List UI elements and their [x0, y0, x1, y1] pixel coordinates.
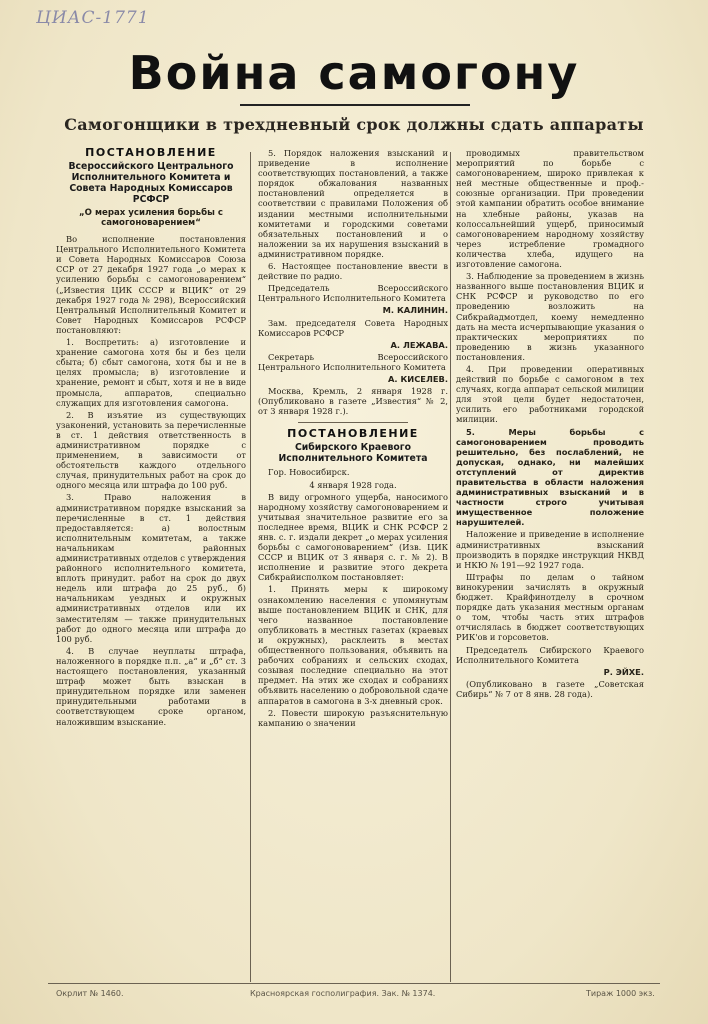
paragraph: 5. Порядок наложения взысканий и приведение в исполнение соответствующих постановлений, а также порядок обжалования названных постановлений определяется в соответствии с правилами Положения об издании местными исполнительными комитетами и городскими советами обязательных постановлений и о наложении за их нарушения взысканий в административном порядке.	[258, 148, 448, 259]
paragraph: В виду огромного ущерба, наносимого народному хозяйству самогоноварением и учитывая значительное развитие его за последнее время, ВЦИК и СНК РСФСР 2 янв. с. г. издали декрет „о мерах усиления борьбы с самогоноварением“ (Изв. ЦИК СССР и ВЦИК от 3 января с. г. № 2). В исполнение и развитие этого декрета Сибкрайисполком постановляет:	[258, 491, 448, 583]
paragraph: Председатель Сибирского Краевого Исполнительного Комитета	[456, 644, 644, 665]
footer-rule	[48, 983, 660, 984]
signature: М. КАЛИНИН.	[382, 305, 448, 316]
paragraph: 2. Повести широкую разъяснительную кампанию о значении	[258, 707, 448, 728]
paragraph: Секретарь Всероссийского Центрального Исполнительного Комитета	[258, 351, 448, 372]
decree-issuer: Всероссийского Центрального Исполнительного Комитета и Совета Народных Комиссаров РСФСР	[68, 161, 234, 206]
paragraph: 3. Наблюдение за проведением в жизнь названного выше постановления ВЦИК и СНК РСФСР и руководство по его проведению возложить на Сибкрайадмотдел, коему немедленно дать на места исчерпывающие указания о практических мероприятиях по проведению в жизнь указанного постановления.	[456, 271, 644, 362]
section-separator	[298, 422, 408, 423]
subtitle: Самогонщики в трехдневный срок должны сдать аппараты	[64, 115, 644, 134]
headline-rule	[240, 104, 470, 106]
paragraph: Председатель Всероссийского Центрального Исполнительного Комитета	[258, 283, 448, 304]
paragraph: Наложение и приведение в исполнение административных взысканий производить в порядке инструкций НКВД и НКЮ № 191—92 1927 года.	[456, 529, 644, 570]
imprint-left: Окрлит № 1460.	[56, 989, 124, 998]
paragraph: 6. Настоящее постановление ввести в действие по радио.	[258, 261, 448, 282]
column-1	[56, 148, 246, 978]
paragraph: проводимых правительством мероприятий по борьбе с самогоноварением, широко привлекая к ней местные общественные и проф.-союзные организации. При проведении этой кампании обратить особое внимание на хлебные районы, указав на колоссальнейший ущерб, приносимый самогоноварением народному хозяйству через истребление громадного количества хлеба, идущего на изготовление самогона.	[456, 148, 644, 270]
paragraph: 1. Воспретить: а) изготовление и хранение самогона хотя бы и без цели сбыта; б) сбыт самогона, хотя бы и не в целях промысла; в) изготовление и хранение, ремонт и сбыт, хотя и не в виде промысла, аппаратов, специально служащих для изготовления самогона.	[56, 337, 246, 408]
paragraph: Москва, Кремль, 2 января 1928 г. (Опубликовано в газете „Известия“ № 2, от 3 января 1928 г.).	[258, 386, 448, 417]
imprint-center: Красноярская госполиграфия. Зак. № 1374.	[250, 989, 436, 998]
imprint-right: Тираж 1000 экз.	[586, 989, 655, 998]
decree-title: ПОСТАНОВЛЕНИЕ	[85, 148, 217, 159]
place: Гор. Новосибирск.	[268, 467, 350, 478]
decree-title: ПОСТАНОВЛЕНИЕ	[287, 427, 419, 441]
column-2	[258, 148, 448, 978]
paragraph: 4. В случае неуплаты штрафа, наложенного в порядке п.п. „а“ и „б“ ст. 3 настоящего постановления, указанный штраф может быть взыскан в принудительном порядке или заменен принудительными работами в соответствующем сроке органом, наложившим взыскание.	[56, 645, 246, 727]
paragraph: 5. Меры борьбы с самогоноварением проводить решительно, без послаблений, не допуская, однако, ни малейших отступлений от директив правительства в области наложения административных взысканий и в частности строго учитывая имущественное положение нарушителей.	[456, 426, 644, 528]
date: 4 января 1928 года.	[309, 479, 397, 490]
paragraph: Зам. председателя Совета Народных Комиссаров РСФСР	[258, 317, 448, 338]
paragraph: Штрафы по делам о тайном винокурении зачислять в окружный бюджет. Крайфинотделу в срочном порядке дать указания местным органам о том, чтобы часть этих штрафов отчислялась в бюджет соответствующих РИК'ов и горсоветов.	[456, 571, 644, 643]
paragraph: 2. В изъятие из существующих узаконений, установить за перечисленные в ст. 1 действия ответственность в административном порядке с применением, в зависимости от обстоятельств каждого отдельного случая, принудительных работ на срок до одного месяца или штрафа до 100 руб.	[56, 409, 246, 491]
paragraph: 4. При проведении оперативных действий по борьбе с самогоном в тех случаях, когда аппарат сельской милиции для этой цели будет недостаточен, усилить его работниками городской милиции.	[456, 363, 644, 425]
decree-subject: „О мерах усиления борьбы с самогоноварением“	[79, 208, 223, 229]
signature: А. КИСЕЛЕВ.	[388, 373, 448, 384]
paragraph: (Опубликовано в газете „Советская Сибирь“ № 7 от 8 янв. 28 года).	[456, 678, 644, 699]
paragraph: 1. Принять меры к широкому ознакомлению населения с упомянутым выше постановлением ВЦИК и СНК, для чего названное постановление опубликовать в местных газетах (краевых и окружных), расклеить в местах общественного пользования, объявить на рабочих собраниях и сельских сходах, созывая последние специально на этот предмет. На этих же сходах и собраниях объявить населению о добровольной сдаче аппаратов в самогона в 3-х дневный срок.	[258, 584, 448, 706]
column-3	[456, 148, 644, 978]
archive-mark: ЦИАС-1771	[36, 8, 150, 28]
paragraph: 3. Право наложения в административном порядке взысканий за перечисленные в ст. 1 действия предоставляется: а) волостным исполнительным комитетам, а также начальникам районных административных отделов с утверждения районного исполнительного комитета, вплоть принудит. работ на срок до двух недель или штрафа до 25 руб., б) начальникам уездных и окружных административных отделов или их заместителям — также принудительных работ до одного месяца или штрафа до 100 руб.	[56, 492, 246, 644]
column-divider	[250, 152, 251, 982]
decree-issuer: Сибирского Краевого Исполнительного Комитета	[278, 442, 428, 465]
signature: Р. ЭЙХЕ.	[603, 666, 644, 677]
signature: А. ЛЕЖАВА.	[390, 339, 448, 350]
paragraph: Во исполнение постановления Центрального Исполнительного Комитета и Совета Народных Комиссаров Союза ССР от 27 декабря 1927 года „о мерах к усилению борьбы с самогоноварением“ („Известия ЦИК СССР и ВЦИК“ от 29 декабря 1927 года № 298), Всероссийский Центральный Исполнительный Комитет и Совет Народных Комиссаров РСФСР постановляют:	[56, 234, 246, 335]
column-divider	[450, 152, 451, 982]
headline: Война самогону	[128, 46, 580, 100]
